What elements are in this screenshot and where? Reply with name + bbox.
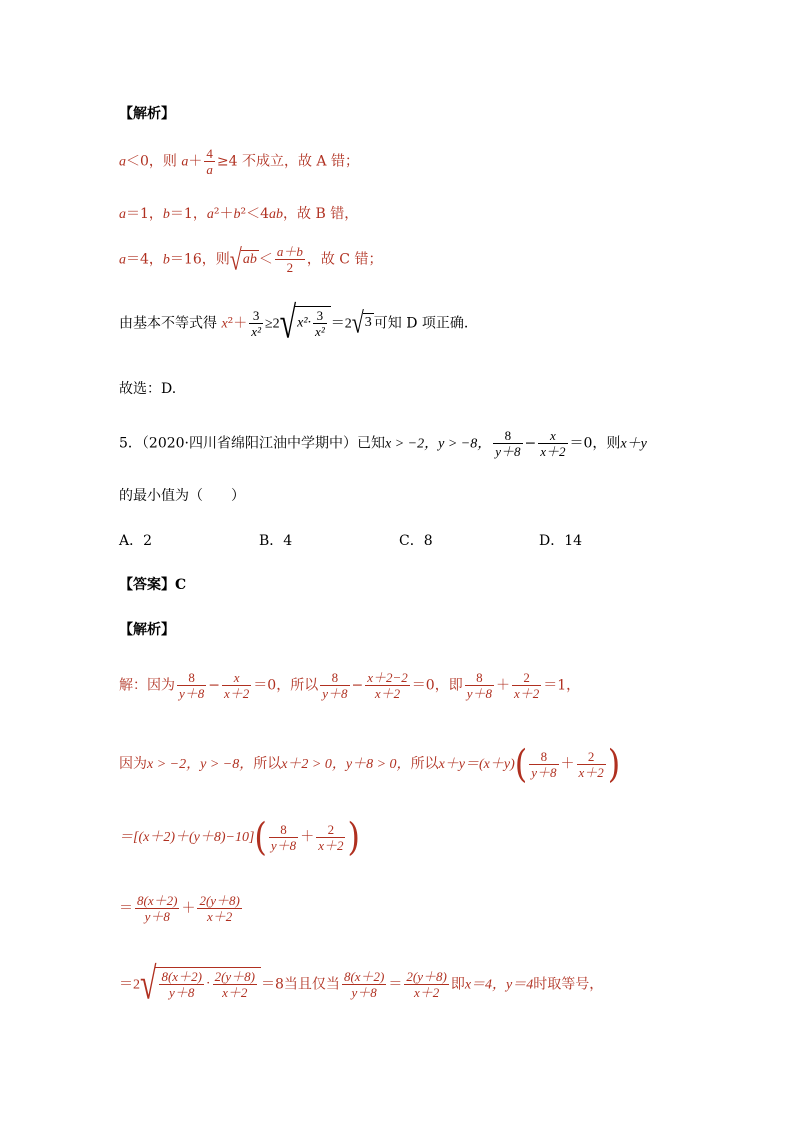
square-root: √ $\frac{8(x+2)}{y+8}$ · $\frac{2(y+8)}{x+2}$: [140, 967, 261, 1002]
question-5-stem-cont: 的最小值为（ ）: [119, 488, 245, 504]
square-root: √3: [351, 305, 372, 340]
analysis-conclusion: 故选：D.: [119, 381, 177, 397]
analysis-line-a: a＜0，则 a＋ $\frac{4}{a}$ ≥4 不成立，故 A 错；: [119, 146, 359, 177]
section-heading-analysis-2: 【解析】: [119, 622, 175, 638]
answer-line: 【答案】C: [119, 577, 187, 593]
square-root: √ab: [229, 241, 257, 276]
option-c: C．8: [399, 533, 433, 549]
option-b: B．4: [259, 533, 293, 549]
analysis-line-d: 由基本不等式得 x²＋ $\frac{3}{\text{x²}}$ ≥2√x²· $\frac{3}{\text{x²}}$ ＝2√3 可知 D 项正确.: [119, 298, 469, 348]
solution-line-5: ＝2√ $\frac{8(x+2)}{y+8}$ · $\frac{2(y+8)}{x+2}$ ＝8当且仅当 $\frac{8(x+2)}{y+8}$ ＝ $\frac{2(y+8)}{x+2}$ 即x＝4，y＝4时取等号，: [119, 959, 604, 1009]
analysis-line-b: a＝1，b＝1，a²＋b²＜4ab，故 B 错，: [119, 206, 359, 222]
fraction: $\frac{3}{\text{x²}}$: [251, 307, 261, 339]
question-5-stem: 5．（2020·四川省绵阳江油中学期中）已知x > −2，y > −8， $\frac{8}{y+8}$ − $\frac{x}{x+2}$ ＝0，则x＋y: [119, 428, 647, 459]
square-root: √x²· $\frac{3}{\text{x²}}$: [280, 306, 331, 341]
solution-line-2: 因为x > −2，y > −8，所以x＋2 > 0，y＋8 > 0，所以x＋y＝(x＋y)( $\frac{8}{y+8}$ ＋ $\frac{2}{x+2}$ ): [119, 741, 621, 787]
fraction: $\frac{4}{a}$: [206, 146, 213, 177]
fraction: $\frac{8}{y+8}$: [495, 428, 521, 459]
section-heading-analysis: 【解析】: [119, 106, 175, 122]
option-d: D．14: [539, 533, 583, 549]
solution-line-4: ＝ $\frac{8(x+2)}{y+8}$ ＋ $\frac{2(y+8)}{x+2}$: [119, 893, 240, 924]
analysis-line-c: a＝4，b＝16，则√ab ＜ $\frac{a+b}{2}$ ，故 C 错；: [119, 241, 383, 276]
question-5-options: [119, 530, 679, 550]
solution-line-3: ＝[(x＋2)＋(y＋8)−10]( $\frac{8}{y+8}$ ＋ $\frac{2}{x+2}$ ): [119, 814, 360, 860]
solution-line-1: 解：因为 $\frac{8}{y+8}$ − $\frac{x}{x+2}$ ＝0，所以 $\frac{8}{y+8}$ − $\frac{x+2-2}{x+2}$ ＝0，即 $\frac{8}{y+8}$ ＋ $\frac{2}{x+2}$ ＝1，: [119, 670, 581, 701]
fraction: $\frac{a+b}{2}$: [276, 244, 303, 275]
option-a: A．2: [119, 533, 153, 549]
fraction: $\frac{x}{x+2}$: [540, 428, 566, 459]
